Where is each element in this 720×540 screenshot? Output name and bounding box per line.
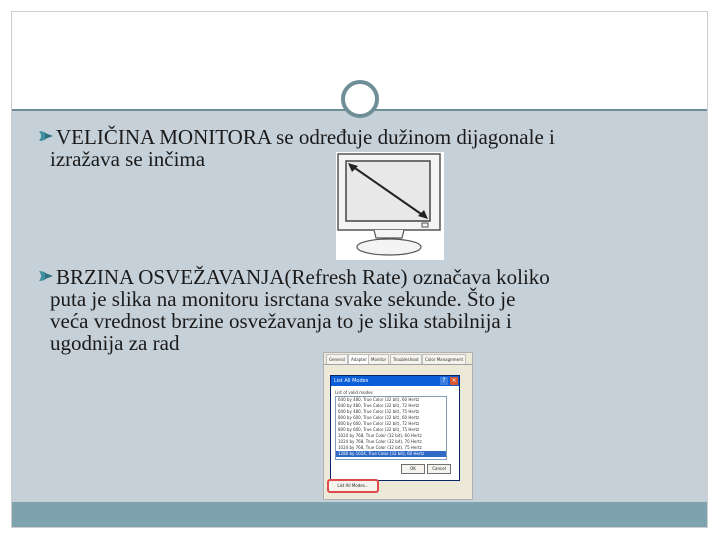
list-item-selected[interactable]: 1280 by 1024, True Color (32 bit), 60 Hertz [336,451,446,457]
tab-color-management[interactable]: Color Management [422,354,466,364]
list-item[interactable]: 640 by 480, True Color (32 bit), 72 Hertz [338,403,420,408]
monitor-icon [336,152,444,260]
tab-general[interactable]: General [326,354,348,364]
list-all-modes-button[interactable]: List All Modes... [327,479,379,493]
list-item[interactable]: 800 by 600, True Color (32 bit), 60 Hertz [338,415,420,420]
list-item[interactable]: 800 by 600, True Color (32 bit), 72 Hertz [338,421,420,426]
bullet-line: veća vrednost brzine osvežavanja to je slika stabilnija i [50,309,512,333]
mode-list-label: List of valid modes [335,390,373,395]
bullet-arrow-icon [38,129,54,143]
bullet-line: ugodnija za rad [50,331,180,355]
ok-button[interactable]: OK [401,464,425,474]
display-settings-screenshot [323,352,473,500]
bullet-refresh-rate [50,265,696,355]
list-item[interactable]: 640 by 480, True Color (32 bit), 75 Hertz [338,409,420,414]
tab-adapter[interactable]: Adapter [348,354,370,364]
bullet-line: puta je slika na monitoru isrctana svake sekunde. Što je [50,287,516,311]
window-title: List All Modes [331,376,459,386]
slide-footer-bar [12,502,707,527]
bullet-line: VELIČINA MONITORA se određuje dužinom dijagonale i [56,125,555,149]
bullet-line: izražava se inčima [50,147,206,171]
help-icon[interactable]: ? [440,377,448,385]
close-icon[interactable]: × [451,377,457,384]
list-item[interactable]: 1024 by 768, True Color (32 bit), 75 Hertz [338,445,422,450]
dialog-tab-strip [324,353,472,365]
list-item[interactable]: 1024 by 768, True Color (32 bit), 70 Hertz [338,439,422,444]
monitor-diagonal-illustration [336,152,444,260]
list-item[interactable]: 640 by 480, True Color (32 bit), 60 Hertz [338,397,420,402]
tab-monitor[interactable]: Monitor [368,354,389,364]
cancel-button[interactable]: Cancel [427,464,451,474]
list-all-modes-window [330,375,460,481]
list-item[interactable]: 800 by 600, True Color (32 bit), 75 Hertz [338,427,420,432]
bullet-arrow-icon [38,269,54,283]
tab-troubleshoot[interactable]: Troubleshoot [390,354,422,364]
bullet-line: BRZINA OSVEŽAVANJA(Refresh Rate) označava koliko [56,265,550,289]
mode-list[interactable] [335,396,447,460]
list-item[interactable]: 1024 by 768, True Color (32 bit), 60 Hertz [338,433,422,438]
decorative-ring-icon [341,80,379,118]
